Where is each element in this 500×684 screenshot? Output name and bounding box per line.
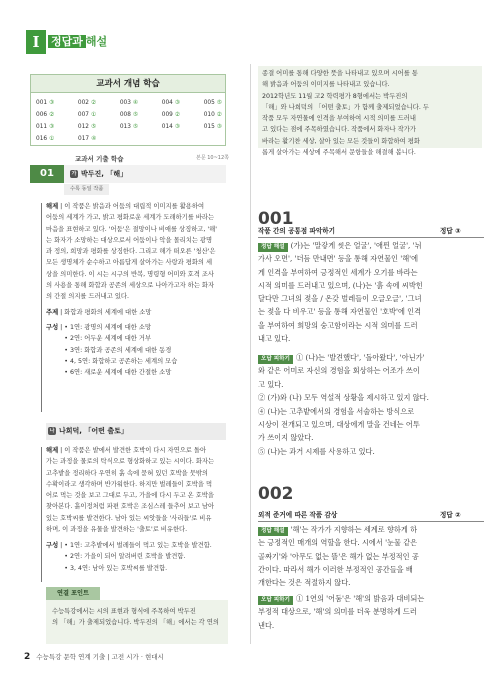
haeseol-b-line: 수확이라고 생각하며 반가워한다. 하지만 벌레들이 호박을 먹: [46, 480, 213, 488]
question-number-001: 001: [258, 209, 294, 229]
q1-od-line: 오답 피하기 ① (나)는 '발견했다', '돌아왔다', '아닌가': [258, 351, 486, 364]
answer-number: 004: [161, 100, 173, 106]
answer-number: 002: [77, 100, 89, 106]
answer-number: 003: [119, 100, 131, 106]
answer-choice: ②: [174, 112, 181, 118]
answer-item: [204, 109, 222, 121]
poem-title-a: [70, 165, 127, 183]
q1-jd-line: 정답 해설 (가)는 '말갛게 씻은 얼굴', '애띈 얼굴', '뉘: [258, 239, 486, 252]
q2-jd-label: 정답 해설: [258, 527, 288, 536]
right-intro-line: 「해」와 나희덕의 「어떤 출토」가 함께 출제되었습니다. 두: [262, 103, 429, 111]
answer-choice: ①: [91, 112, 97, 118]
section-header: [26, 30, 226, 54]
answer-number: 016: [36, 136, 48, 142]
answer-row: [36, 121, 222, 133]
concept-answer-box: [30, 74, 226, 146]
answer-number: 008: [119, 112, 131, 118]
answer-choice: ④: [132, 100, 139, 106]
link-point-line: 의 「해」가 출제되었습니다. 박두진의 「해」에서는 각 연의: [52, 619, 219, 627]
answer-choice: ③: [49, 124, 55, 130]
gusung-a: 구성 | • 1연: 광명의 세계에 대한 소망 • 2연: 어두운 세계에 대한 거부 • 3연: 화합과 공존의 세계에 대한 동경 • 4, 5연: 화합하고 공존하는 세계의 모습 • 6연: 새로운 세계에 대한 간절한 소망: [46, 322, 228, 378]
haeseol-a-label: 해제: [46, 203, 59, 210]
left-rule-b: [41, 447, 42, 582]
question-title-002: 외적 준거에 따른 작품 감상: [258, 511, 338, 519]
answer-number: 001: [36, 100, 48, 106]
haeseol-b-line: 어로 먹는 것을 보고 그대로 두고, 가을에 다시 두고 온 호박을: [46, 492, 215, 500]
q1-od-label: 오답 피하기: [258, 355, 293, 364]
answer-choice: ⑤: [91, 124, 97, 130]
answer-number: 009: [161, 112, 173, 118]
left-rule: [41, 203, 42, 412]
question-rule-002: [258, 521, 484, 522]
link-point-text: [52, 606, 224, 629]
answer-item: [162, 109, 180, 121]
section-title-b: 해설: [85, 35, 108, 48]
textbook-subtitle: 교과서 기출 학습: [75, 155, 124, 163]
juje-label: 주제: [46, 309, 59, 316]
question-number-002: 002: [258, 484, 294, 504]
q2-jd-line: 간이다. 따라서 해가 이러한 부정적인 공간들을 배: [258, 564, 413, 574]
juje-text: 화합과 평화의 세계에 대한 소망: [64, 309, 152, 316]
gusung-b-item: • 1연: 고추밭에서 벌레들이 먹고 있는 호박을 발견함.: [64, 542, 212, 549]
poem-title-a-text: 박두진, 「해」: [81, 170, 128, 178]
haeseol-b: [46, 445, 228, 535]
badge-na: 나: [49, 428, 55, 434]
haeseol-b-line: 고추밭을 정리하다 우연히 흙 속에 묻혀 있던 호박을 뭇밖의: [46, 469, 208, 477]
page-footer: [24, 650, 164, 665]
question-answer-001: 정답 ③: [440, 227, 461, 235]
gusung-label: 구성: [46, 324, 59, 331]
q1-jd-line: 게 인격을 부여하여 긍정적인 세계가 오기를 바라는: [258, 267, 418, 277]
gusung-a-item: • 4, 5연: 화합하고 공존하는 세계의 모습: [64, 357, 178, 365]
question-title-001: 작품 간의 공통점 파악하기: [258, 227, 335, 235]
gusung-b-item: • 2연: 가을이 되어 알려버린 호박을 발견함.: [64, 553, 186, 561]
answer-row: [36, 109, 222, 121]
right-intro-line: 작품 모두 자연물에 인격을 부여하여 시적 의미를 드러내: [262, 115, 416, 123]
answer-number: 017: [78, 136, 90, 142]
gusung-b-label: 구성: [46, 542, 59, 549]
haeseol-a: [46, 201, 228, 303]
answer-choice: ④: [91, 136, 97, 142]
haeseol-b-line: 해제 | 이 작품은 밭에서 발견한 호박이 다시 자연으로 돌아: [46, 447, 207, 454]
poem-title-b: [48, 423, 128, 440]
right-intro-line: 롭게 살아가는 세상에 주목해서 문항들을 해결해 봅니다.: [262, 149, 416, 157]
answer-item: [36, 133, 54, 145]
answer-choice: ③: [216, 124, 222, 130]
gusung-a-item: • 1연: 광명의 세계에 대한 소망: [64, 324, 152, 331]
q1-od-line: 가 쓰이지 않았다.: [258, 433, 314, 443]
answer-number: 006: [36, 112, 48, 118]
q2-od-line: 부정적 대상으로, '해'의 의미를 더욱 분명하게 드러: [258, 607, 417, 617]
q1-jd-line: 가사 오면', '더듬 만내면' 등을 통해 자연물인 '해'에: [258, 254, 419, 264]
gusung-a-item: • 6연: 새로운 세계에 대한 간절한 소망: [64, 369, 172, 377]
right-intro-line: 종결 어미를 통해 다양한 뜻을 나타내고 있으며 시어를 통: [262, 70, 418, 77]
poem-title-b-text: 나희덕, 「어떤 출토」: [59, 427, 128, 435]
haeseol-a-line: 의 간절 의지를 드러내고 있다.: [46, 293, 130, 301]
answer-choice: ⑤: [216, 100, 222, 106]
answer-item: [120, 109, 138, 121]
answer-item: [204, 121, 222, 133]
answer-item: [36, 121, 54, 133]
haeseol-a-line: 어둠의 세계가 가고, 밝고 평화로운 세계가 도래하기를 바라는: [46, 214, 215, 222]
link-point-line: 수능특강에서는 시의 표현과 형식에 주목하여 박두진: [52, 608, 196, 615]
right-intro-line: 2012학년도 11월 고2 학력평가 8형에서는 박두진의: [262, 92, 408, 100]
answer-row: [36, 133, 222, 145]
answer-choice: ③: [174, 100, 181, 106]
page-number: 2: [24, 652, 31, 662]
haeseol-a-line: 과 정의, 희망과 평화를 상징한다. 그리고 해가 떠오른 '청산'은: [46, 248, 216, 256]
page-reference: 본문 10~12쪽: [196, 155, 229, 161]
haeseol-b-line: 하며, 이 과정을 유물을 발견하는 '출토'로 비유한다.: [46, 526, 188, 534]
q1-jd-label: 정답 해설: [258, 243, 288, 252]
same-work-tag: 수록 동일 작품: [64, 184, 109, 195]
answer-item: [204, 97, 222, 109]
answer-choice: ②: [91, 100, 97, 106]
q1-jd-line: 달다만 그녀의 젖을 / 온갖 벌레들이 오글오글', '그녀: [258, 294, 422, 304]
q1-jd-line: 는 젖을 다 비우고' 등을 통해 자연물인 '호박'에 인격: [258, 307, 422, 317]
haeseol-b-line: 가는 과정을 물로의 탁식으로 형상화하고 있는 시이다. 화자는: [46, 458, 215, 466]
concept-title: 교과서 개념 학습: [31, 75, 225, 93]
answer-number: 007: [77, 112, 89, 118]
badge-ga: 가: [71, 171, 77, 177]
haeseol-a-line: 해제 | 이 작품은 밝음과 어둠의 대립적 이미지를 활용하여: [46, 203, 205, 210]
question-rule-001: [258, 237, 484, 238]
answer-item: [78, 97, 96, 109]
gusung-b-item: • 3, 4연: 남아 있는 호박씨를 발견함.: [64, 564, 168, 572]
q2-jd-line: 는 긍정적인 매개의 역할을 한다. 시에서 '눈물 같은: [258, 538, 418, 548]
section-title-a: 정답과: [48, 35, 86, 48]
right-intro-line: 바라는 활기찬 세상, 살아 있는 모든 것들이 화합하여 평화: [262, 137, 420, 145]
answer-number: 013: [119, 124, 131, 130]
right-intro-line: 고 있다는 점에 주목하였습니다. 작품에서 화자나 작가가: [262, 126, 416, 134]
q2-od-label: 오답 피하기: [258, 596, 293, 605]
gusung-a-item: • 3연: 화합과 공존의 세계에 대한 동경: [64, 346, 172, 354]
haeseol-a-line: 모든 생명체가 순수하고 아름답게 살아가는 사랑과 평화의 세: [46, 259, 213, 267]
q2-jd: [258, 523, 486, 589]
q2-od-line: 오답 피하기 ① 1연의 '어둠'은 '해'의 밝음과 대비되는: [258, 592, 486, 605]
q1-od-line: ④ (나)는 고추밭에서의 경험을 서술하는 방식으로: [258, 406, 415, 416]
haeseol-a-line: 상을 의미한다. 이 시는 시구의 반복, 명령형 어미와 호격 조사: [46, 270, 215, 278]
q2-jd-line: 골짜기'와 '아무도 없는 뜰'은 해가 없는 부정적인 공: [258, 551, 419, 561]
q2-od: [258, 592, 486, 632]
answer-choice: ⑤: [132, 124, 139, 130]
answer-item: [36, 97, 54, 109]
answer-number: 012: [77, 124, 89, 130]
answer-grid: [36, 97, 222, 145]
link-point-label: 연결 포인트: [46, 587, 100, 600]
q1-od-line: 시상이 전개되고 있으며, 대상에게 말을 건네는 어투: [258, 420, 420, 430]
answer-item: [78, 109, 96, 121]
haeseol-b-line: 있는 호박씨를 발견한다. 남아 있는 씨앗들을 '사리들'로 비유: [46, 514, 212, 522]
answer-row: [36, 97, 222, 109]
right-intro-text: [262, 68, 478, 158]
question-answer-002: 정답 ②: [440, 511, 461, 519]
answer-choice: ②: [216, 112, 222, 118]
answer-item: [36, 109, 54, 121]
answer-number: 011: [36, 124, 48, 130]
answer-choice: ②: [49, 112, 55, 118]
answer-item: [162, 97, 180, 109]
answer-item: [120, 121, 138, 133]
q2-jd-line: 개한다는 것은 적절하지 않다.: [258, 578, 351, 588]
answer-item: [78, 133, 96, 145]
answer-choice: ①: [49, 136, 55, 142]
answer-number: 010: [203, 112, 215, 118]
footer-text: 수능특강 문학 연계 기출 | 고전 시가 · 현대시: [36, 653, 164, 661]
section-title: [48, 33, 107, 51]
haeseol-b-line: 찾아본다. 흙이정처럼 파편 호박은 조심스레 들추어 보고 남아: [46, 503, 215, 511]
juje-a: 주제 | 화합과 평화의 세계에 대한 소망: [46, 309, 152, 316]
answer-number: 014: [161, 124, 173, 130]
item-number: 01: [30, 165, 64, 183]
haeseol-a-line: 마음을 표현하고 있다. '어둠'은 절망이나 비애를 상징하고, '해': [46, 225, 217, 233]
q2-od-line: 낸다.: [258, 620, 275, 630]
q1-od: [258, 351, 486, 458]
answer-choice: ⑤: [132, 112, 139, 118]
q1-od-line: ⑤ (나)는 과거 시제를 사용하고 있다.: [258, 446, 375, 456]
q1-od-line: 와 같은 어미로 자신의 경험을 회상하는 어조가 쓰이: [258, 366, 420, 376]
haeseol-a-line: 의 사용을 통해 화합과 공존의 세상으로 나아가고자 하는 화자: [46, 282, 215, 290]
column-divider: [250, 64, 251, 644]
q1-jd: [258, 239, 486, 345]
q1-jd-line: 을 부여하여 희망의 숭고함이라는 시적 의미를 드러: [258, 320, 418, 330]
section-roman-numeral: I: [26, 30, 46, 54]
answer-choice: ③: [49, 100, 55, 106]
q1-jd-line: 내고 있다.: [258, 334, 291, 344]
gusung-b: 구성 | • 1연: 고추밭에서 벌레들이 먹고 있는 호박을 발견함. • 2연: 가을이 되어 알려버린 호박을 발견함. • 3, 4연: 남아 있는 호박씨를 발견함.: [46, 540, 228, 574]
answer-number: 005: [203, 100, 215, 106]
q1-jd-line: 시적 의미를 드러내고 있으며, (나)는 '흙 속에 씨박힌: [258, 280, 423, 290]
answer-choice: ③: [174, 124, 181, 130]
gusung-a-item: • 2연: 어두운 세계에 대한 거부: [64, 335, 152, 343]
haeseol-b-label: 해제: [46, 447, 59, 454]
q1-od-line: 고 있다.: [258, 379, 284, 389]
answer-item: [120, 97, 138, 109]
haeseol-a-line: 는 화자가 소망하는 대상으로서 어둠이나 악을 몰리치는 광명: [46, 236, 213, 244]
q2-jd-line: 정답 해설 '해'는 작가가 지향하는 세계로 향하게 하: [258, 523, 486, 536]
q1-od-line: ② (가)와 (나) 모두 역설적 상황을 제시하고 있지 않다.: [258, 393, 429, 403]
answer-number: 015: [203, 124, 215, 130]
answer-item: [78, 121, 96, 133]
right-intro-line: 해 밝음과 어둠의 이미지를 나타내고 있습니다.: [262, 81, 390, 89]
answer-item: [162, 121, 180, 133]
